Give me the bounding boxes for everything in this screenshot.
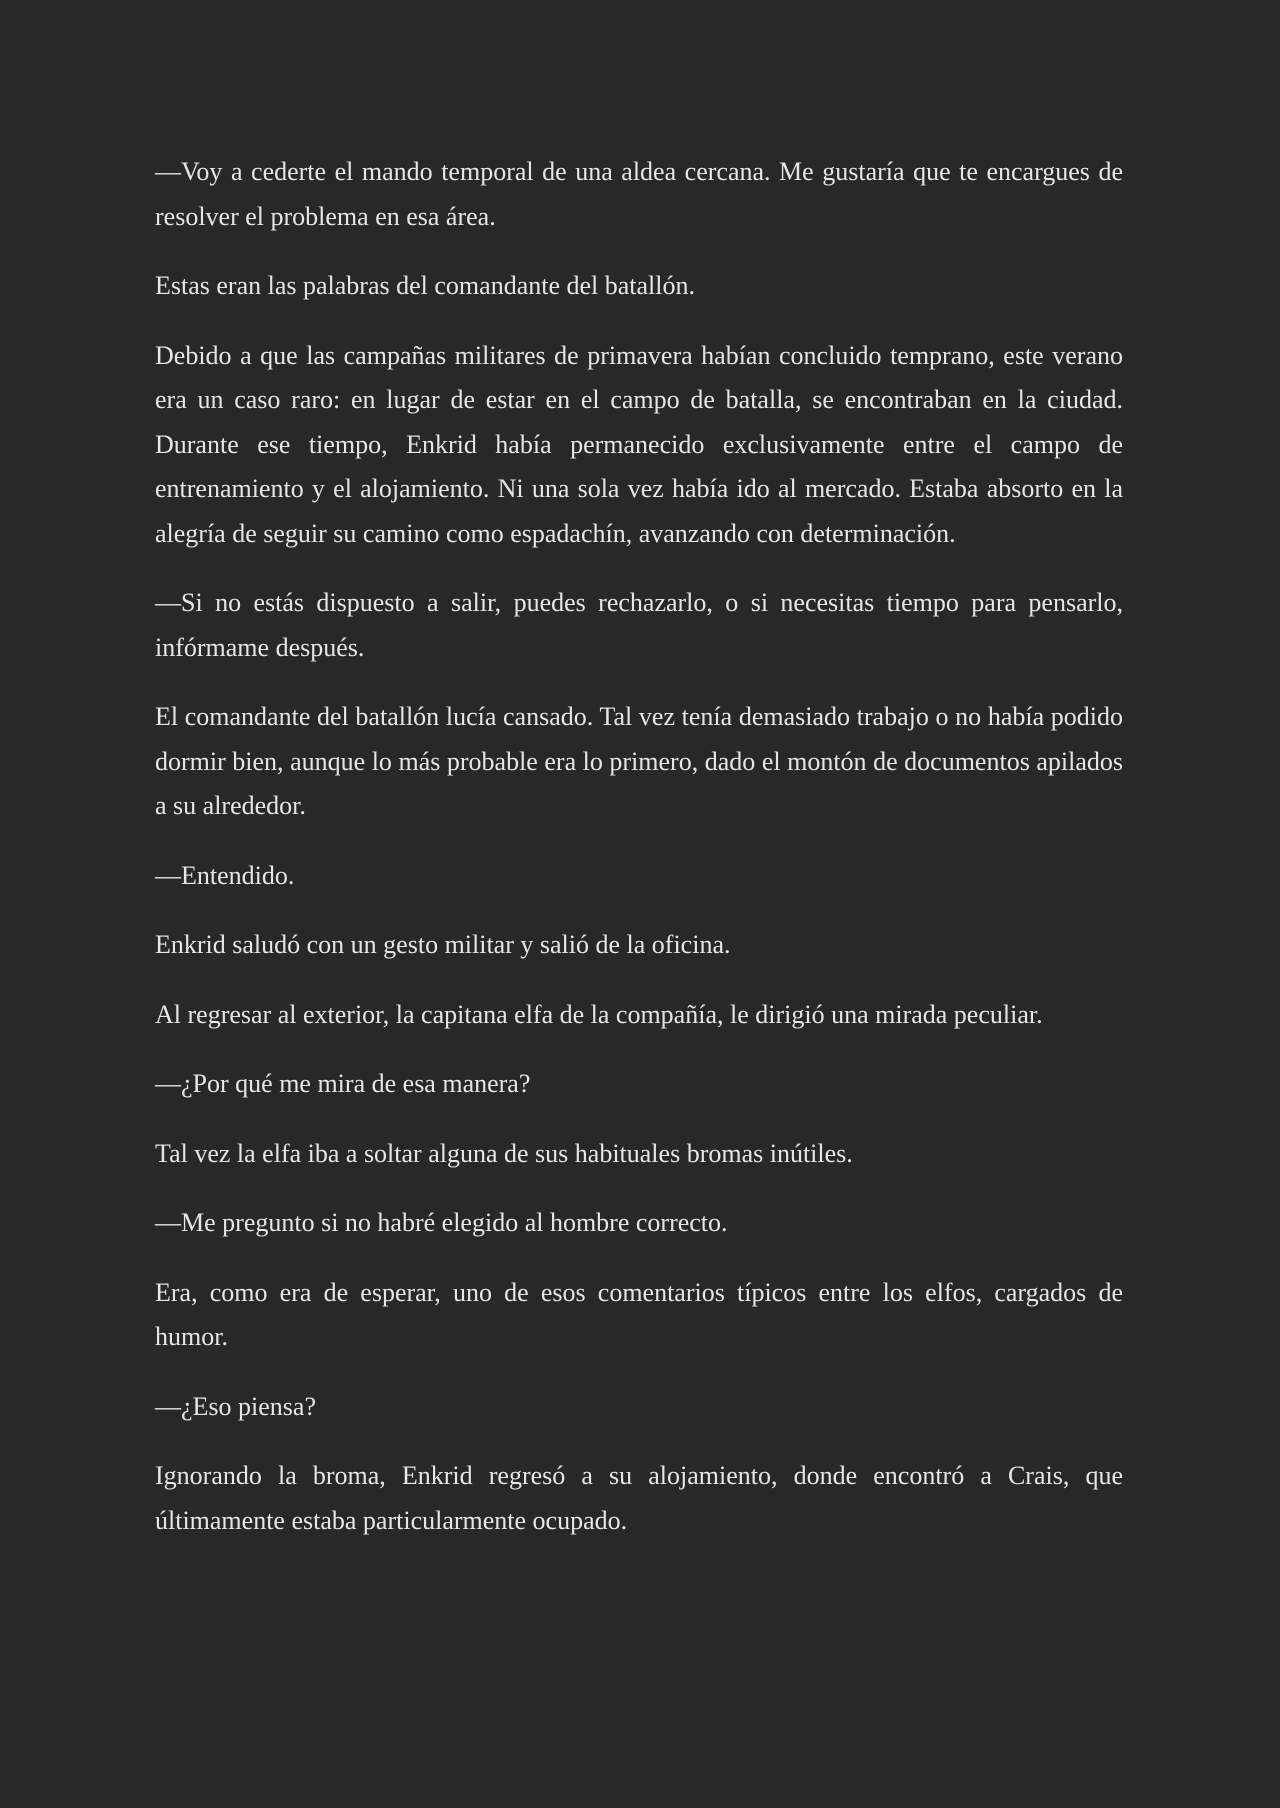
paragraph: —Me pregunto si no habré elegido al hombre correcto. [155, 1208, 728, 1237]
paragraph: —¿Eso piensa? [155, 1391, 317, 1421]
paragraph: Debido a que las campañas militares de primavera habían concluido temprano, este verano era un caso raro: en lugar de estar en el campo de batalla, se encontraban en la ciudad. Durante ese tiempo, Enkrid había permanecido exclusivamente entre el campo de entrenamiento y el alojamiento. Ni una sola vez había ido al mercado. Estaba absorto en la alegría de seguir su camino como espadachín, avanzando con determinación. [155, 340, 1123, 548]
paragraph: Era, como era de esperar, uno de esos comentarios típicos entre los elfos, cargados de humor. [155, 1277, 1123, 1351]
paragraph: Enkrid saludó con un gesto militar y salió de la oficina. [155, 930, 731, 959]
paragraph: —Voy a cederte el mando temporal de una aldea cercana. Me gustaría que te encargues de resolver el problema en esa área. [155, 157, 1123, 231]
paragraph: El comandante del batallón lucía cansado. Tal vez tenía demasiado trabajo o no había podido dormir bien, aunque lo más probable era lo primero, dado el montón de documentos apilados a su alrededor. [155, 702, 1123, 820]
paragraph: —¿Por qué me mira de esa manera? [155, 1069, 531, 1098]
paragraph: —Si no estás dispuesto a salir, puedes rechazarlo, o si necesitas tiempo para pensarlo, infórmame después. [155, 588, 1123, 662]
paragraph: Al regresar al exterior, la capitana elfa de la compañía, le dirigió una mirada peculiar. [155, 999, 1043, 1029]
paragraph: Tal vez la elfa iba a soltar alguna de sus habituales bromas inútiles. [155, 1138, 853, 1168]
chapter-text [155, 150, 1123, 1568]
paragraph: —Entendido. [155, 860, 295, 890]
paragraph: Ignorando la broma, Enkrid regresó a su alojamiento, donde encontró a Crais, que últimamente estaba particularmente ocupado. [155, 1461, 1123, 1535]
paragraph: Estas eran las palabras del comandante del batallón. [155, 271, 696, 300]
